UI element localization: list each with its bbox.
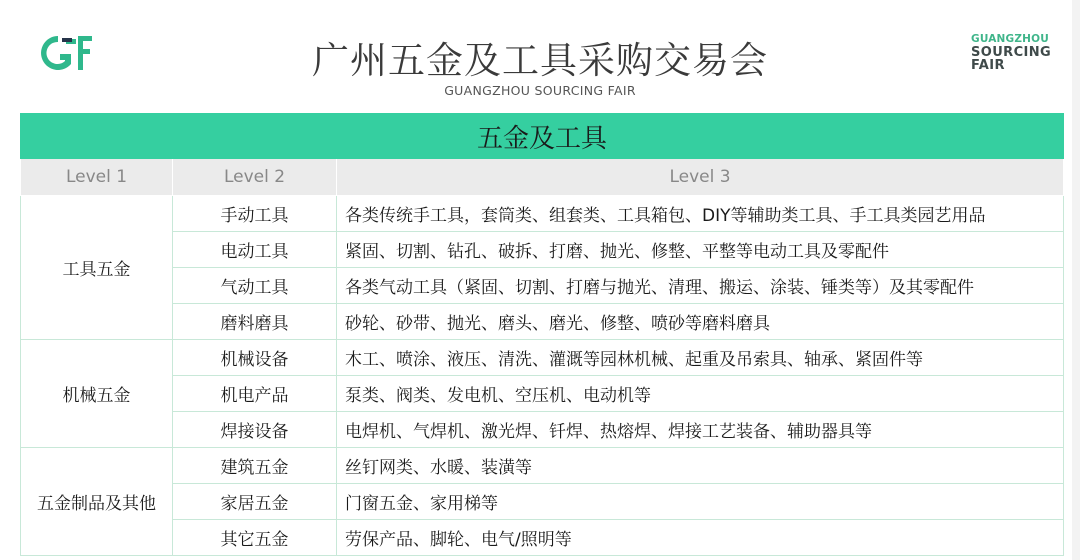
- level3-cell: 紧固、切割、钻孔、破拆、打磨、抛光、修整、平整等电动工具及零配件: [337, 232, 1064, 268]
- level2-cell: 焊接设备: [173, 412, 337, 448]
- brand-line-2: SOURCING: [971, 45, 1052, 60]
- table-row: [21, 304, 1064, 340]
- table-row: [21, 520, 1064, 556]
- level2-cell: 机械设备: [173, 340, 337, 376]
- table-row: [21, 448, 1064, 484]
- table-row: [21, 268, 1064, 304]
- level3-cell: 丝钉网类、水暖、装潢等: [337, 448, 1064, 484]
- table-heading: 五金及工具: [21, 114, 1064, 159]
- level1-cell: 工具五金: [21, 196, 173, 340]
- level1-cell: 机械五金: [21, 340, 173, 448]
- brand-logo-text: [971, 33, 1071, 72]
- page-edge: [1072, 0, 1080, 560]
- table-row: [21, 340, 1064, 376]
- level3-cell: 砂轮、砂带、抛光、磨头、磨光、修整、喷砂等磨料磨具: [337, 304, 1064, 340]
- level2-cell: 家居五金: [173, 484, 337, 520]
- level3-cell: 劳保产品、脚轮、电气/照明等: [337, 520, 1064, 556]
- level3-cell: 电焊机、气焊机、激光焊、钎焊、热熔焊、焊接工艺装备、辅助器具等: [337, 412, 1064, 448]
- level2-cell: 手动工具: [173, 196, 337, 232]
- column-header-level3: Level 3: [337, 159, 1064, 196]
- level1-cell: 五金制品及其他: [21, 448, 173, 556]
- category-table: [20, 113, 1064, 556]
- level3-cell: 门窗五金、家用梯等: [337, 484, 1064, 520]
- table-row: [21, 196, 1064, 232]
- level2-cell: 磨料磨具: [173, 304, 337, 340]
- table-row: [21, 376, 1064, 412]
- level3-cell: 泵类、阀类、发电机、空压机、电动机等: [337, 376, 1064, 412]
- table-row: [21, 232, 1064, 268]
- level3-cell: 木工、喷涂、液压、清洗、灌溉等园林机械、起重及吊索具、轴承、紧固件等: [337, 340, 1064, 376]
- column-header-level2: Level 2: [173, 159, 337, 196]
- column-header-level1: Level 1: [21, 159, 173, 196]
- brand-line-1: GUANGZHOU: [971, 33, 1050, 45]
- level2-cell: 机电产品: [173, 376, 337, 412]
- table-row: [21, 412, 1064, 448]
- level2-cell: 建筑五金: [173, 448, 337, 484]
- page-subtitle: GUANGZHOU SOURCING FAIR: [444, 83, 636, 98]
- level3-cell: 各类气动工具（紧固、切割、打磨与抛光、清理、搬运、涂装、锤类等）及其零配件: [337, 268, 1064, 304]
- level2-cell: 电动工具: [173, 232, 337, 268]
- brand-line-3: FAIR: [971, 58, 1005, 73]
- table-row: [21, 484, 1064, 520]
- level2-cell: 气动工具: [173, 268, 337, 304]
- page-title: 广州五金及工具采购交易会: [312, 39, 768, 82]
- table-body: [21, 196, 1064, 556]
- level3-cell: 各类传统手工具，套筒类、组套类、工具箱包、DIY等辅助类工具、手工具类园艺用品: [337, 196, 1064, 232]
- level2-cell: 其它五金: [173, 520, 337, 556]
